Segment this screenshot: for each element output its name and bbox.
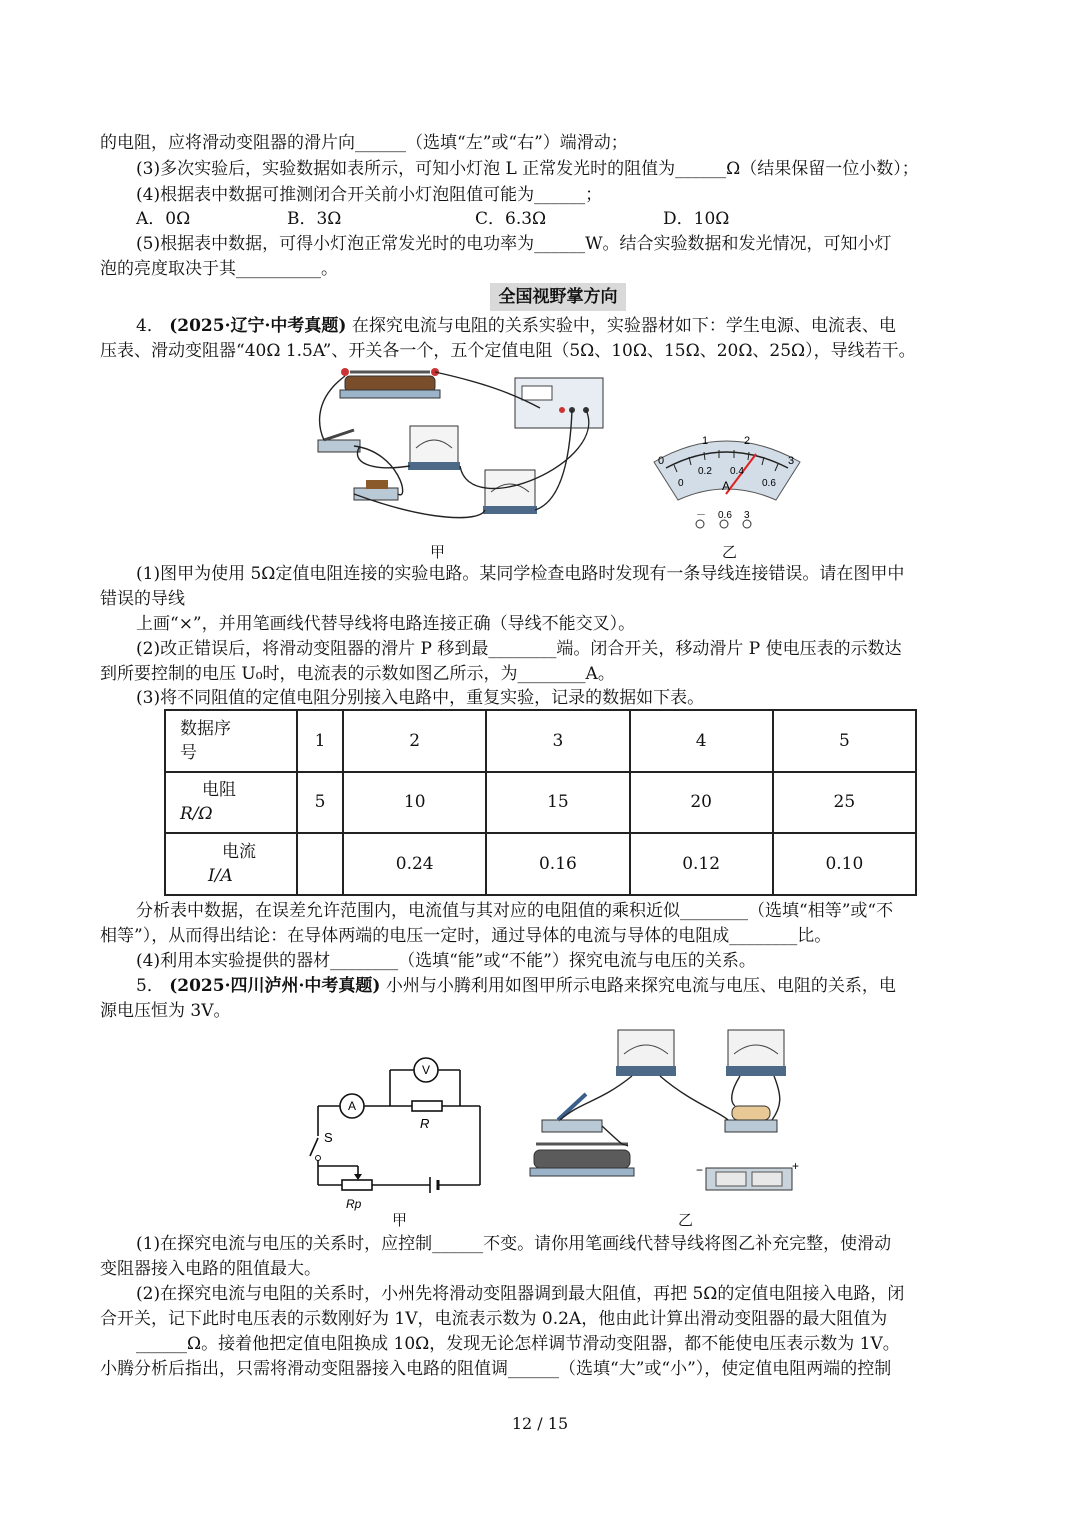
- q4-p2-a: (2)改正错误后，将滑动变阻器的滑片 P 移到最________端。闭合开关，移动滑片 P 使电压表的示数达: [136, 639, 902, 659]
- table-cell: 5: [773, 710, 916, 772]
- fixed-resistor-illustration: [725, 1106, 777, 1132]
- q3-line-c: (4)根据表中数据可推测闭合开关前小灯泡阻值可能为______；: [136, 185, 603, 205]
- q4-analysis-b: 相等”），从而得出结论：在导体两端的电压一定时，通过导体的电流与导体的电阻成________比。: [100, 926, 832, 946]
- page-number: 12 / 15: [511, 1414, 569, 1433]
- table-cell: 0.12: [630, 833, 773, 895]
- q4-stem-b: 压表、滑动变阻器“40Ω 1.5A”、开关各一个，五个定值电阻（5Ω、10Ω、15Ω、20Ω、25Ω），导线若干。: [100, 341, 916, 361]
- q5-caption-jia: 甲: [392, 1211, 408, 1229]
- q4-p1-b: 错误的导线: [100, 589, 185, 609]
- q5-source: (2025·四川泸州·中考真题): [169, 976, 381, 996]
- ammeter-illustration: [408, 426, 460, 470]
- q3-line-d: (5)根据表中数据，可得小灯泡正常发光时的电功率为______W。结合实验数据和发光情况，可知小灯: [136, 234, 892, 254]
- q5-figure-yi-apparatus: [520, 1022, 812, 1202]
- q4-number: 4．: [136, 316, 164, 336]
- q5-p2-a: (2)在探究电流与电阻的关系时，小州先将滑动变阻器调到最大阻值，再把 5Ω的定值电阻接入电路，闭: [136, 1284, 905, 1304]
- row-header-resistance: 电阻 R/Ω: [165, 772, 297, 834]
- table-row: [165, 710, 916, 772]
- q5-p2-d: 小腾分析后指出，只需将滑动变阻器接入电路的阻值调______（选填“大”或“小”），使定值电阻两端的控制: [100, 1359, 892, 1379]
- circuit-resistor-label: R: [420, 1116, 430, 1131]
- row-header-current: 电流 I/A: [165, 833, 297, 895]
- table-cell: 2: [343, 710, 486, 772]
- q4-p1-c: 上画“×”，并用笔画线代替导线将电路连接正确（导线不能交叉）。: [136, 614, 636, 634]
- dial-top-2: 2: [744, 435, 751, 447]
- dial-unit: A: [722, 479, 731, 493]
- q5-stem-line-a: [136, 974, 1016, 998]
- q3-line-a: 的电阻，应将滑动变阻器的滑片向______（选填“左”或“右”）端滑动；: [100, 133, 628, 153]
- circuit-ammeter-label: A: [348, 1099, 357, 1113]
- terminal-negative: －: [696, 510, 706, 521]
- q4-stem-a: 在探究电流与电阻的关系实验中，实验器材如下：学生电源、电流表、电: [351, 316, 896, 336]
- voltmeter-illustration: [483, 470, 537, 514]
- q4-p3: (3)将不同阻值的定值电阻分别接入电路中，重复实验，记录的数据如下表。: [136, 688, 705, 708]
- power-supply-illustration: [515, 378, 603, 428]
- q5-p2-c: ______Ω。接着他把定值电阻换成 10Ω，发现无论怎样调节滑动变阻器，都不能使电压表示数为 1V。: [136, 1334, 900, 1354]
- table-cell: 5: [297, 772, 343, 834]
- q4-stem-line-a: [136, 314, 1016, 338]
- voltmeter-illustration: [726, 1030, 786, 1076]
- dial-top-1: 1: [702, 435, 709, 447]
- table-cell: 25: [773, 772, 916, 834]
- table-cell: 1: [297, 710, 343, 772]
- battery-illustration: [706, 1168, 792, 1190]
- table-cell: 4: [630, 710, 773, 772]
- dial-bottom-3: 0.6: [762, 478, 776, 489]
- q4-analysis-a: 分析表中数据，在误差允许范围内，电流值与其对应的电阻值的乘积近似________（选填“相等”或“不: [136, 901, 894, 921]
- circuit-rheostat-label: Rp: [346, 1197, 362, 1211]
- rheostat-illustration: [530, 1144, 634, 1176]
- q5-p1-a: (1)在探究电流与电压的关系时，应控制______不变。请你用笔画线代替导线将图乙补充完整，使滑动: [136, 1234, 892, 1254]
- q4-data-table: [164, 709, 917, 896]
- q3-line-e: 泡的亮度取决于其__________。: [100, 259, 338, 279]
- circuit-switch-label: S: [324, 1130, 333, 1145]
- table-cell: 0.16: [486, 833, 629, 895]
- q4-caption-jia: 甲: [430, 543, 446, 561]
- circuit-wires: [310, 1070, 480, 1185]
- switch-illustration: [318, 430, 360, 452]
- battery-plus-mark: +: [792, 1159, 800, 1173]
- table-cell: [297, 833, 343, 895]
- terminal-0-6: 0.6: [718, 510, 732, 521]
- table-row: [165, 833, 916, 895]
- q4-p2-b: 到所要控制的电压 U₀时，电流表的示数如图乙所示，为________A。: [100, 664, 615, 684]
- q3-option-a: A．0Ω: [136, 209, 191, 229]
- table-cell: 0.24: [343, 833, 486, 895]
- q4-p4: (4)利用本实验提供的器材________（选填“能”或“不能”）探究电流与电压的关系。: [136, 951, 756, 971]
- q5-caption-yi: 乙: [678, 1211, 694, 1229]
- circuit-voltmeter-label: V: [422, 1063, 431, 1077]
- dial-top-3: 3: [788, 455, 795, 467]
- dial-bottom-1: 0.2: [698, 466, 712, 477]
- terminal-3: 3: [744, 510, 750, 521]
- battery-minus-mark: −: [696, 1163, 704, 1177]
- q3-line-b: (3)多次实验后，实验数据如表所示，可知小灯泡 L 正常发光时的阻值为______Ω（结果保留一位小数）；: [136, 159, 919, 179]
- q4-p1-a: (1)图甲为使用 5Ω定值电阻连接的实验电路。某同学检查电路时发现有一条导线连接错误。请在图甲中: [136, 564, 905, 584]
- row-header-seq: 数据序 号: [165, 710, 297, 772]
- table-cell: 3: [486, 710, 629, 772]
- q5-stem-b: 源电压恒为 3V。: [100, 1001, 231, 1021]
- q4-caption-yi: 乙: [722, 543, 738, 561]
- dial-top-0: 0: [658, 455, 665, 467]
- table-cell: 10: [343, 772, 486, 834]
- q5-figure-jia-circuit: [298, 1050, 488, 1220]
- q3-option-d: D．10Ω: [663, 209, 730, 229]
- table-row: [165, 772, 916, 834]
- q3-option-b: B．3Ω: [287, 209, 342, 229]
- q5-p2-b: 合开关，记下此时电压表的示数刚好为 1V，电流表示数为 0.2A，他由此计算出滑动变阻器的最大阻值为: [100, 1309, 888, 1329]
- rheostat-illustration: [340, 368, 440, 398]
- q3-option-c: C．6.3Ω: [475, 209, 547, 229]
- table-cell: 20: [630, 772, 773, 834]
- section-title: 全国视野掌方向: [490, 283, 626, 311]
- q5-stem-a: 小州与小腾利用如图甲所示电路来探究电流与电压、电阻的关系，电: [385, 976, 896, 996]
- q4-figure-jia-apparatus: [310, 362, 610, 532]
- q5-p1-b: 变阻器接入电路的阻值最大。: [100, 1259, 321, 1279]
- table-cell: 15: [486, 772, 629, 834]
- q5-number: 5．: [136, 976, 164, 996]
- table-cell: 0.10: [773, 833, 916, 895]
- q4-figure-yi-ammeter-dial: [644, 428, 809, 530]
- dial-bottom-2: 0.4: [730, 466, 744, 477]
- q4-source: (2025·辽宁·中考真题): [169, 316, 347, 336]
- dial-bottom-0: 0: [678, 478, 684, 489]
- ammeter-illustration: [616, 1030, 676, 1076]
